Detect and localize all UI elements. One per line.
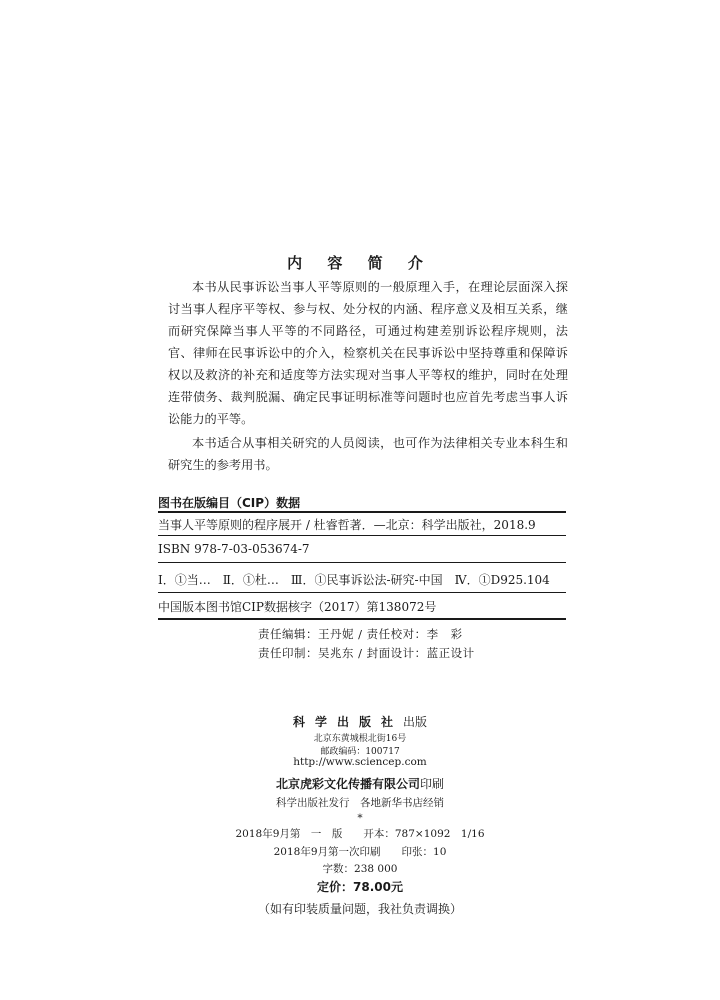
publisher-postcode: 邮政编码：100717 <box>320 747 400 757</box>
credits-production: 责任印制：吴兆东 / 封面设计：蓝正设计 <box>258 646 475 660</box>
cip-bottom-rule <box>158 618 566 620</box>
summary-paragraph-1: 本书从民事诉讼当事人平等原则的一般原理入手，在理论层面深入探讨当事人程序平等权、参与权、处分权的内涵、程序意义及相互关系，继而研究保障当事人平等的不同路径，可通过构建差别诉讼程序规则，法官、律师在民事诉讼中的介入，检察机关在民事诉讼中坚持尊重和保障诉权以及救济的补充和适度等方法实现对当事人平等权的维护，同时在处理连带债务、裁判脱漏、确定民事证明标准等问题时也应首先考虑当事人诉讼能力的平等。 <box>168 280 568 426</box>
cip-bibliographic-line: 当事人平等原则的程序展开 / 杜睿哲著．—北京：科学出版社，2018.9 <box>158 518 536 532</box>
distribution: 科学出版社发行 各地新华书店经销 <box>276 797 444 809</box>
quality-notice: （如有印装质量问题，我社负责调换） <box>257 902 462 916</box>
credits-editors: 责任编辑：王丹妮 / 责任校对：李 彩 <box>258 627 463 641</box>
separator-star: * <box>357 812 363 824</box>
cip-classification: Ⅰ．①当… Ⅱ．①杜… Ⅲ．①民事诉讼法-研究-中国 Ⅳ．①D925.104 <box>158 573 550 587</box>
publisher-name: 科学出版社 <box>292 715 403 729</box>
word-count: 字数：238 000 <box>322 863 398 875</box>
cip-number: 中国版本图书馆CIP数据核字（2017）第138072号 <box>158 600 437 614</box>
publisher-address: 北京东黄城根北街16号 <box>313 734 407 744</box>
printer-suffix: 印刷 <box>420 777 445 791</box>
printer-name: 北京虎彩文化传播有限公司 <box>275 777 420 791</box>
cip-top-rule <box>158 511 566 513</box>
cip-divider <box>158 535 566 536</box>
price-line <box>0 878 720 895</box>
summary-paragraph-2: 本书适合从事相关研究的人员阅读，也可作为法律相关专业本科生和研究生的参考用书。 <box>168 436 568 472</box>
cip-isbn: ISBN 978-7-03-053674-7 <box>158 542 310 556</box>
printer-line <box>0 775 720 792</box>
publisher-url: http://www.sciencep.com <box>293 756 427 768</box>
cip-divider <box>158 592 566 593</box>
cip-divider <box>158 562 566 563</box>
edition-info: 2018年9月第 一 版 开本：787×1092 1/16 <box>235 828 485 840</box>
printing-info: 2018年9月第一次印刷 印张：10 <box>273 846 447 858</box>
publisher-suffix: 出版 <box>403 715 428 729</box>
cip-title: 图书在版编目（CIP）数据 <box>158 496 301 510</box>
summary-heading: 内 容 简 介 <box>287 254 433 272</box>
price-label: 定价： <box>317 880 354 894</box>
publisher-line <box>0 713 720 730</box>
price-value: 78.00元 <box>353 880 403 894</box>
